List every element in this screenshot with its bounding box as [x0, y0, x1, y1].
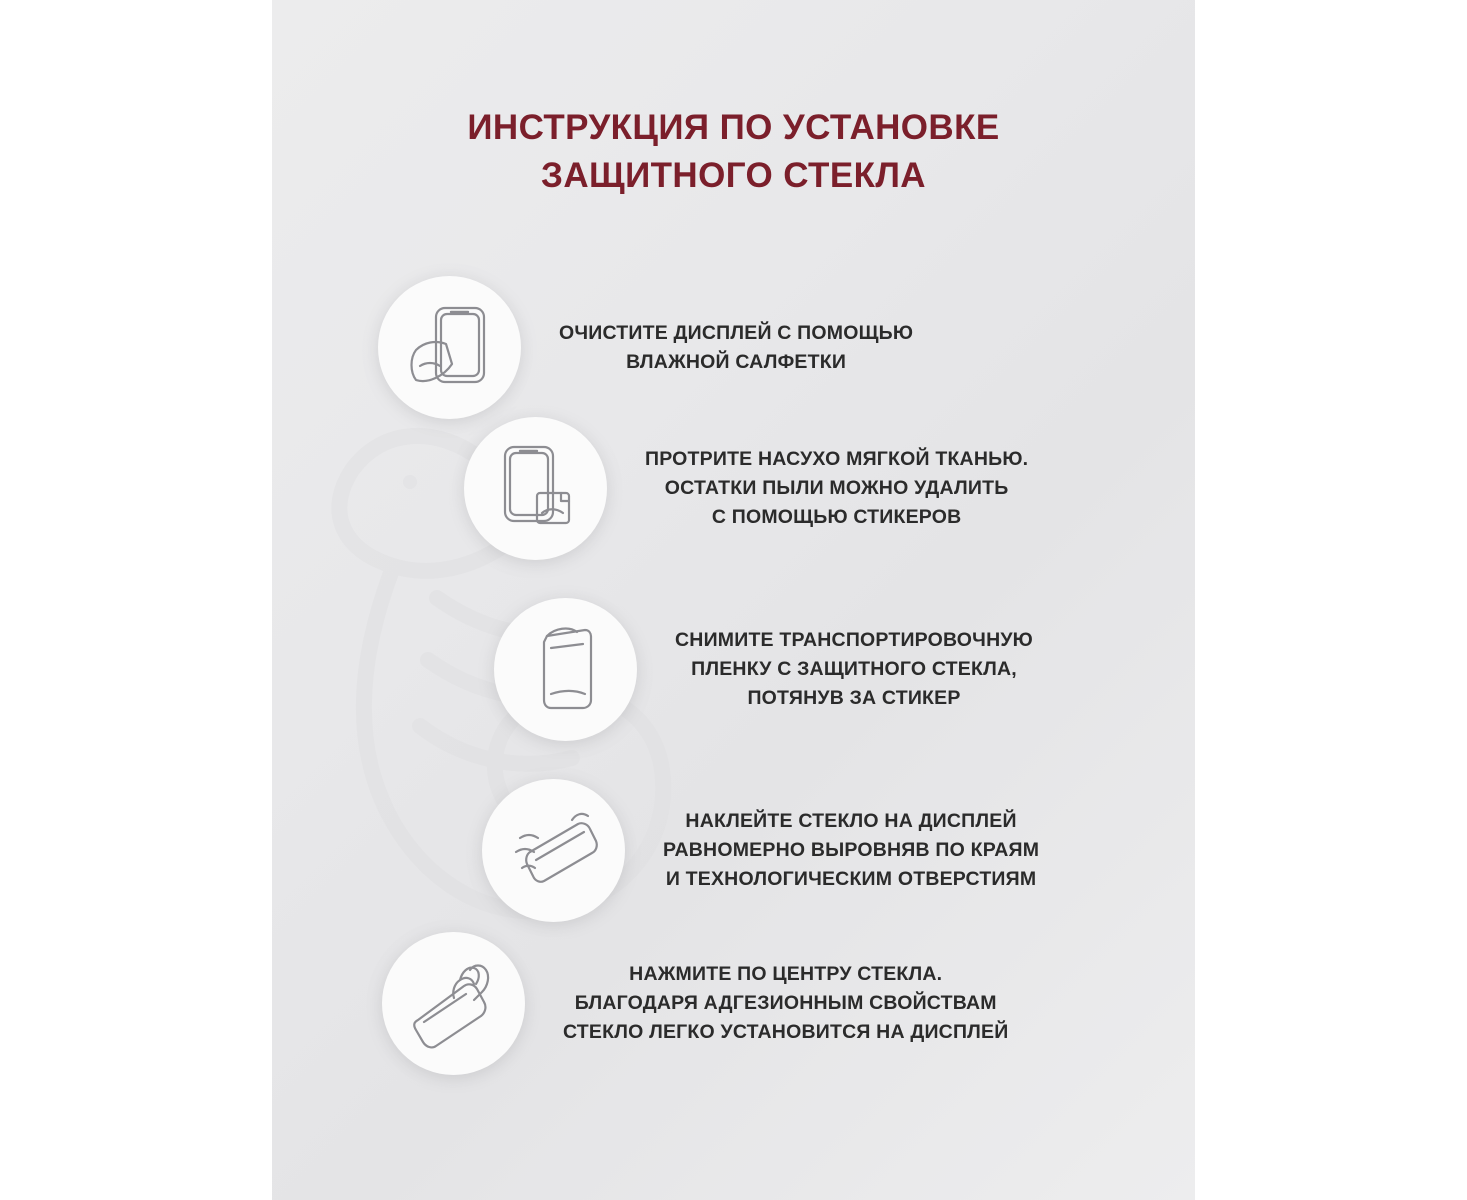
instruction-step	[378, 276, 913, 419]
step-text-line: ОЧИСТИТЕ ДИСПЛЕЙ С ПОМОЩЬЮ	[559, 321, 914, 344]
phone-with-dry-cloth-icon	[493, 443, 579, 535]
step-text	[663, 807, 1039, 894]
step-text-line: ПОТЯНУВ ЗА СТИКЕР	[747, 687, 961, 709]
step-text-line: И ТЕХНОЛОГИЧЕСКИМ ОТВЕРСТИЯМ	[665, 868, 1037, 890]
step-text	[559, 319, 913, 377]
peel-transport-film-icon	[529, 624, 603, 716]
step-text-line: БЛАГОДАРЯ АДГЕЗИОННЫМ СВОЙСТВАМ	[574, 992, 997, 1014]
step-icon-bubble	[482, 779, 625, 922]
step-text-line: ОСТАТКИ ПЫЛИ МОЖНО УДАЛИТЬ	[664, 477, 1009, 499]
poster-card	[272, 0, 1195, 1200]
instruction-step	[464, 417, 1028, 560]
step-text-line: СТЕКЛО ЛЕГКО УСТАНОВИТСЯ НА ДИСПЛЕЙ	[563, 1021, 1009, 1043]
page-title-line-2: ЗАЩИТНОГО СТЕКЛА	[541, 156, 926, 195]
step-text-line: ПЛЕНКУ С ЗАЩИТНОГО СТЕКЛА,	[691, 658, 1017, 680]
phone-with-wet-wipe-icon	[406, 302, 494, 394]
step-text-line: НАЖМИТЕ ПО ЦЕНТРУ СТЕКЛА.	[629, 963, 943, 985]
step-text	[563, 960, 1008, 1047]
step-text-line: НАКЛЕЙТЕ СТЕКЛО НА ДИСПЛЕЙ	[685, 810, 1017, 832]
apply-glass-to-display-icon	[502, 808, 606, 894]
press-center-finger-icon	[402, 958, 506, 1050]
step-text-line: РАВНОМЕРНО ВЫРОВНЯВ ПО КРАЯМ	[663, 839, 1040, 861]
step-text-line: ПРОТРИТЕ НАСУХО МЯГКОЙ ТКАНЬЮ.	[645, 448, 1029, 470]
page-title	[272, 104, 1195, 200]
step-text	[675, 626, 1033, 713]
instruction-step	[494, 598, 1033, 741]
step-icon-bubble	[378, 276, 521, 419]
step-icon-bubble	[382, 932, 525, 1075]
step-icon-bubble	[464, 417, 607, 560]
instruction-step	[482, 779, 1039, 922]
instruction-step	[382, 932, 1008, 1075]
page-title-line-1: ИНСТРУКЦИЯ ПО УСТАНОВКЕ	[467, 108, 1000, 147]
step-text-line: С ПОМОЩЬЮ СТИКЕРОВ	[711, 506, 962, 528]
step-text-line: ВЛАЖНОЙ САЛФЕТКИ	[626, 350, 847, 373]
step-icon-bubble	[494, 598, 637, 741]
step-text	[645, 445, 1028, 532]
step-text-line: СНИМИТЕ ТРАНСПОРТИРОВОЧНУЮ	[675, 629, 1033, 651]
